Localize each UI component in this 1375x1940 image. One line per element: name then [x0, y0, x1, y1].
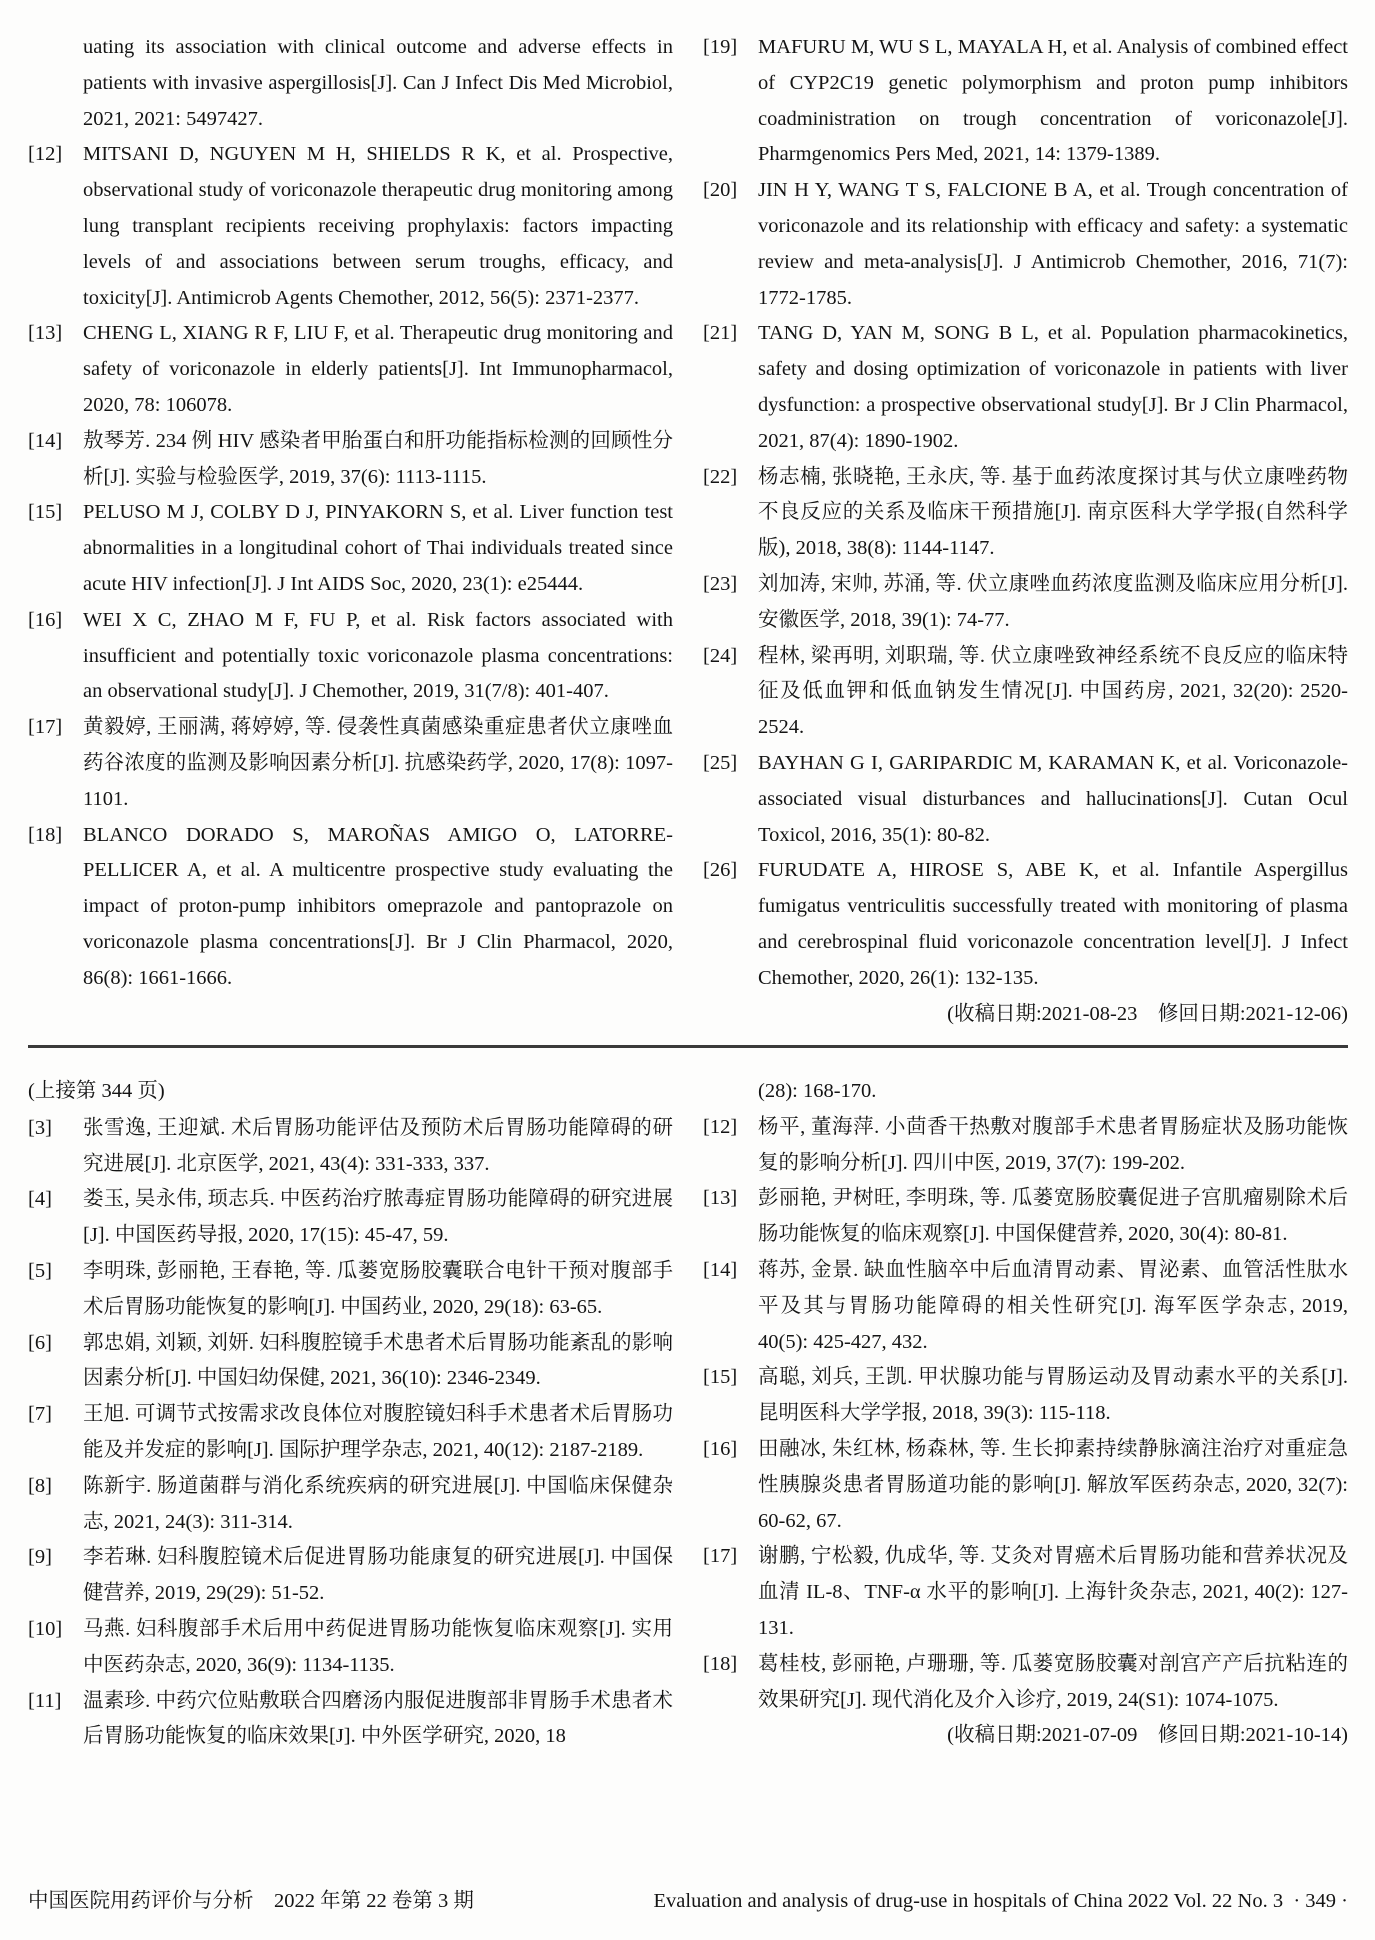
ref-label: [17] [28, 716, 63, 739]
ref-label: [8] [28, 1474, 52, 1497]
ref-label: [21] [703, 322, 738, 345]
page-footer [28, 1884, 1348, 1920]
section2-left-column [28, 1074, 673, 1846]
reference-item [28, 710, 673, 817]
ref-label: [18] [28, 823, 63, 846]
reference-item [28, 818, 673, 997]
reference-section-1 [28, 30, 1348, 1032]
ref-label: [25] [703, 751, 738, 774]
ref-label: [18] [703, 1652, 738, 1675]
reference-item [703, 1539, 1348, 1646]
reference-item [28, 1397, 673, 1469]
reference-item [28, 1684, 673, 1756]
ref-label: [13] [703, 1187, 738, 1210]
reference-section-2 [28, 1074, 1348, 1846]
reference-item [703, 746, 1348, 853]
ref-label: [20] [703, 179, 738, 202]
ref-label: [17] [703, 1545, 738, 1568]
ref-text: 娄玉, 吴永伟, 顼志兵. 中医药治疗脓毒症胃肠功能障碍的研究进展[J]. 中国医药导报, 2020, 17(15): 45-47, 59. [83, 1188, 673, 1247]
ref-text: 张雪逸, 王迎斌. 术后胃肠功能评估及预防术后胃肠功能障碍的研究进展[J]. 北京医学, 2021, 43(4): 331-333, 337. [83, 1116, 673, 1175]
section1-right-column [703, 30, 1348, 1032]
ref-text: 田融冰, 朱红林, 杨森林, 等. 生长抑素持续静脉滴注治疗对重症急性胰腺炎患者胃肠道功能的影响[J]. 解放军医药杂志, 2020, 32(7): 60-62, 67. [758, 1437, 1348, 1532]
reference-item [703, 30, 1348, 173]
ref-label: [19] [703, 36, 738, 58]
ref-label: [16] [703, 1437, 738, 1460]
ref-text: 郭忠娟, 刘颖, 刘妍. 妇科腹腔镜手术患者术后胃肠功能紊乱的影响因素分析[J]. 中国妇幼保健, 2021, 36(10): 2346-2349. [83, 1331, 673, 1390]
ref-text: 杨平, 董海萍. 小茴香干热敷对腹部手术患者胃肠症状及肠功能恢复的影响分析[J]. 四川中医, 2019, 37(7): 199-202. [758, 1115, 1348, 1174]
section2-right-column [703, 1074, 1348, 1846]
ref-label: [16] [28, 608, 63, 631]
reference-item [28, 1540, 673, 1612]
ref-label: [3] [28, 1116, 52, 1139]
ref-text: 谢鹏, 宁松毅, 仇成华, 等. 艾灸对胃癌术后胃肠功能和营养状况及血清 IL-8、TNF-α 水平的影响[J]. 上海针灸杂志, 2021, 40(2): 127-131. [758, 1545, 1348, 1639]
reference-item [28, 30, 673, 137]
ref-text: 黄毅婷, 王丽满, 蒋婷婷, 等. 侵袭性真菌感染重症患者伏立康唑血药谷浓度的监测及影响因素分析[J]. 抗感染药学, 2020, 17(8): 1097-1101. [83, 716, 673, 810]
ref-label [703, 1074, 758, 1110]
ref-text: uating its association with clinical outcome and adverse effects in patients with invasive aspergillosis[J]. Can J Infect Dis Med Microbiol, 2021, 2021: 5497427. [83, 36, 673, 130]
reference-item [28, 1111, 673, 1183]
reference-item [28, 424, 673, 496]
ref-label: [4] [28, 1188, 52, 1211]
ref-text: 程林, 梁再明, 刘职瑞, 等. 伏立康唑致神经系统不良反应的临床特征及低血钾和低血钠发生情况[J]. 中国药房, 2021, 32(20): 2520-2524. [758, 644, 1348, 739]
ref-label: [9] [28, 1546, 52, 1569]
reference-item [28, 495, 673, 602]
ref-label: [12] [28, 143, 63, 166]
reference-item [703, 1360, 1348, 1432]
ref-text: FURUDATE A, HIROSE S, ABE K, et al. Infantile Aspergillus fumigatus ventriculitis successfully treated with monitoring of plasma and cerebrospinal fluid voriconazole concentration level[J]. J Infect Chemother, 2020, 26(1): 132-135. [758, 859, 1348, 989]
reference-item [703, 173, 1348, 316]
ref-label: [6] [28, 1331, 52, 1354]
ref-text: (28): 168-170. [758, 1080, 877, 1102]
ref-text: 刘加涛, 宋帅, 苏涌, 等. 伏立康唑血药浓度监测及临床应用分析[J]. 安徽医学, 2018, 39(1): 74-77. [758, 572, 1348, 631]
section1-left-column [28, 30, 673, 1032]
ref-text: JIN H Y, WANG T S, FALCIONE B A, et al. Trough concentration of voriconazole and its relationship with efficacy and safety: a systematic review and meta-analysis[J]. J Antimicrob Chemother, 2016, 71(7): 1772-1785. [758, 179, 1348, 309]
section-divider [28, 1045, 1348, 1048]
ref-text: 温素珍. 中药穴位贴敷联合四磨汤内服促进腹部非胃肠手术患者术后胃肠功能恢复的临床效果[J]. 中外医学研究, 2020, 18 [83, 1689, 673, 1748]
ref-label: [10] [28, 1617, 63, 1640]
ref-text: WEI X C, ZHAO M F, FU P, et al. Risk factors associated with insufficient and potentially toxic voriconazole plasma concentrations: an observational study[J]. J Chemother, 2019, 31(7/8): 401-407. [83, 608, 673, 703]
ref-text: BLANCO DORADO S, MAROÑAS AMIGO O, LATORRE-PELLICER A, et al. A multicentre prospective study evaluating the impact of proton-pump inhibitors omeprazole and pantoprazole on voriconazole plasma concentrations[J]. Br J Clin Pharmacol, 2020, 86(8): 1661-1666. [83, 823, 673, 989]
reference-item [28, 603, 673, 710]
reference-item [703, 1074, 1348, 1110]
ref-text: BAYHAN G I, GARIPARDIC M, KARAMAN K, et al. Voriconazole-associated visual disturbances and hallucinations[J]. Cutan Ocul Toxicol, 2016, 35(1): 80-82. [758, 751, 1348, 846]
reference-item [28, 1612, 673, 1684]
ref-text: 杨志楠, 张晓艳, 王永庆, 等. 基于血药浓度探讨其与伏立康唑药物不良反应的关系及临床干预措施[J]. 南京医科大学学报(自然科学版), 2018, 38(8): 1144-1147. [758, 465, 1348, 560]
ref-label: [14] [703, 1258, 738, 1281]
ref-label: [15] [28, 501, 63, 524]
ref-label [28, 30, 83, 137]
reference-item [703, 1253, 1348, 1360]
reference-item [703, 853, 1348, 996]
reference-item [703, 639, 1348, 746]
ref-text: 葛桂枝, 彭丽艳, 卢珊珊, 等. 瓜蒌宽肠胶囊对剖宫产产后抗粘连的效果研究[J]. 现代消化及介入诊疗, 2019, 24(S1): 1074-1075. [758, 1652, 1348, 1711]
ref-label: [23] [703, 572, 738, 595]
ref-text: MAFURU M, WU S L, MAYALA H, et al. Analysis of combined effect of CYP2C19 genetic polymorphism and proton pump inhibitors coadministration on trough concentration of voriconazole[J]. Pharmgenomics Pers Med, 2021, 14: 1379-1389. [758, 36, 1348, 166]
reference-item [28, 137, 673, 316]
ref-label: [13] [28, 322, 63, 345]
ref-label: [24] [703, 644, 738, 667]
ref-label: [11] [28, 1689, 62, 1712]
reference-item [703, 460, 1348, 567]
ref-text: 王旭. 可调节式按需求改良体位对腹腔镜妇科手术患者术后胃肠功能及并发症的影响[J]. 国际护理学杂志, 2021, 40(12): 2187-2189. [83, 1403, 673, 1461]
reference-item [28, 1182, 673, 1254]
footer-journal-info: 中国医院用药评价与分析 2022 年第 22 卷第 3 期 [28, 1890, 474, 1912]
ref-label: [22] [703, 465, 738, 488]
ref-text: 高聪, 刘兵, 王凯. 甲状腺功能与胃肠运动及胃动素水平的关系[J]. 昆明医科大学学报, 2018, 39(3): 115-118. [758, 1366, 1348, 1425]
ref-text: CHENG L, XIANG R F, LIU F, et al. Therapeutic drug monitoring and safety of voriconazole in elderly patients[J]. Int Immunopharmacol, 2020, 78: 106078. [83, 322, 673, 416]
reference-item [28, 1326, 673, 1398]
ref-label: [15] [703, 1366, 738, 1389]
reference-item [28, 316, 673, 423]
ref-label: [26] [703, 859, 738, 882]
reference-item [28, 1254, 673, 1326]
ref-text: 李若琳. 妇科腹腔镜术后促进胃肠功能康复的研究进展[J]. 中国保健营养, 2019, 29(29): 51-52. [83, 1546, 673, 1605]
received-revised-dates: (收稿日期:2021-07-09 修回日期:2021-10-14) [947, 1724, 1348, 1747]
reference-item [703, 1432, 1348, 1539]
ref-text: PELUSO M J, COLBY D J, PINYAKORN S, et al. Liver function test abnormalities in a longitudinal cohort of Thai individuals treated since acute HIV infection[J]. J Int AIDS Soc, 2020, 23(1): e25444. [83, 501, 673, 595]
ref-label: [7] [28, 1403, 52, 1426]
ref-text: 李明珠, 彭丽艳, 王春艳, 等. 瓜蒌宽肠胶囊联合电针干预对腹部手术后胃肠功能恢复的影响[J]. 中国药业, 2020, 29(18): 63-65. [83, 1259, 673, 1318]
footer-page-info: Evaluation and analysis of drug-use in hospitals of China 2022 Vol. 22 No. 3 · 349 · [653, 1890, 1348, 1912]
reference-item [28, 1469, 673, 1541]
ref-label: [12] [703, 1115, 738, 1138]
ref-label: [5] [28, 1259, 52, 1282]
reference-item [703, 1647, 1348, 1719]
ref-text: 彭丽艳, 尹树旺, 李明珠, 等. 瓜蒌宽肠胶囊促进子宫肌瘤剔除术后肠功能恢复的临床观察[J]. 中国保健营养, 2020, 30(4): 80-81. [758, 1187, 1348, 1246]
reference-item [703, 316, 1348, 459]
ref-label: [14] [28, 429, 63, 452]
ref-text: 马燕. 妇科腹部手术后用中药促进胃肠功能恢复临床观察[J]. 实用中医药杂志, 2020, 36(9): 1134-1135. [83, 1617, 673, 1676]
ref-text: MITSANI D, NGUYEN M H, SHIELDS R K, et al. Prospective, observational study of voriconazole therapeutic drug monitoring among lung transplant recipients receiving prophylaxis: factors impacting levels of and associations between serum troughs, efficacy, and toxicity[J]. Antimicrob Agents Chemother, 2012, 56(5): 2371-2377. [83, 143, 673, 309]
ref-text: TANG D, YAN M, SONG B L, et al. Population pharmacokinetics, safety and dosing optimization of voriconazole in patients with liver dysfunction: a prospective observational study[J]. Br J Clin Pharmacol, 2021, 87(4): 1890-1902. [758, 322, 1348, 452]
ref-text: 陈新宇. 肠道菌群与消化系统疾病的研究进展[J]. 中国临床保健杂志, 2021, 24(3): 311-314. [83, 1474, 673, 1533]
reference-item [703, 567, 1348, 639]
ref-text: 敖琴芳. 234 例 HIV 感染者甲胎蛋白和肝功能指标检测的回顾性分析[J]. 实验与检验医学, 2019, 37(6): 1113-1115. [83, 429, 673, 488]
continuation-note: (上接第 344 页) [28, 1080, 165, 1102]
received-revised-dates: (收稿日期:2021-08-23 修回日期:2021-12-06) [947, 1002, 1348, 1025]
reference-item [703, 1110, 1348, 1182]
ref-text: 蒋苏, 金景. 缺血性脑卒中后血清胃动素、胃泌素、血管活性肽水平及其与胃肠功能障碍的相关性研究[J]. 海军医学杂志, 2019, 40(5): 425-427, 432. [758, 1258, 1348, 1353]
reference-item [703, 1181, 1348, 1253]
